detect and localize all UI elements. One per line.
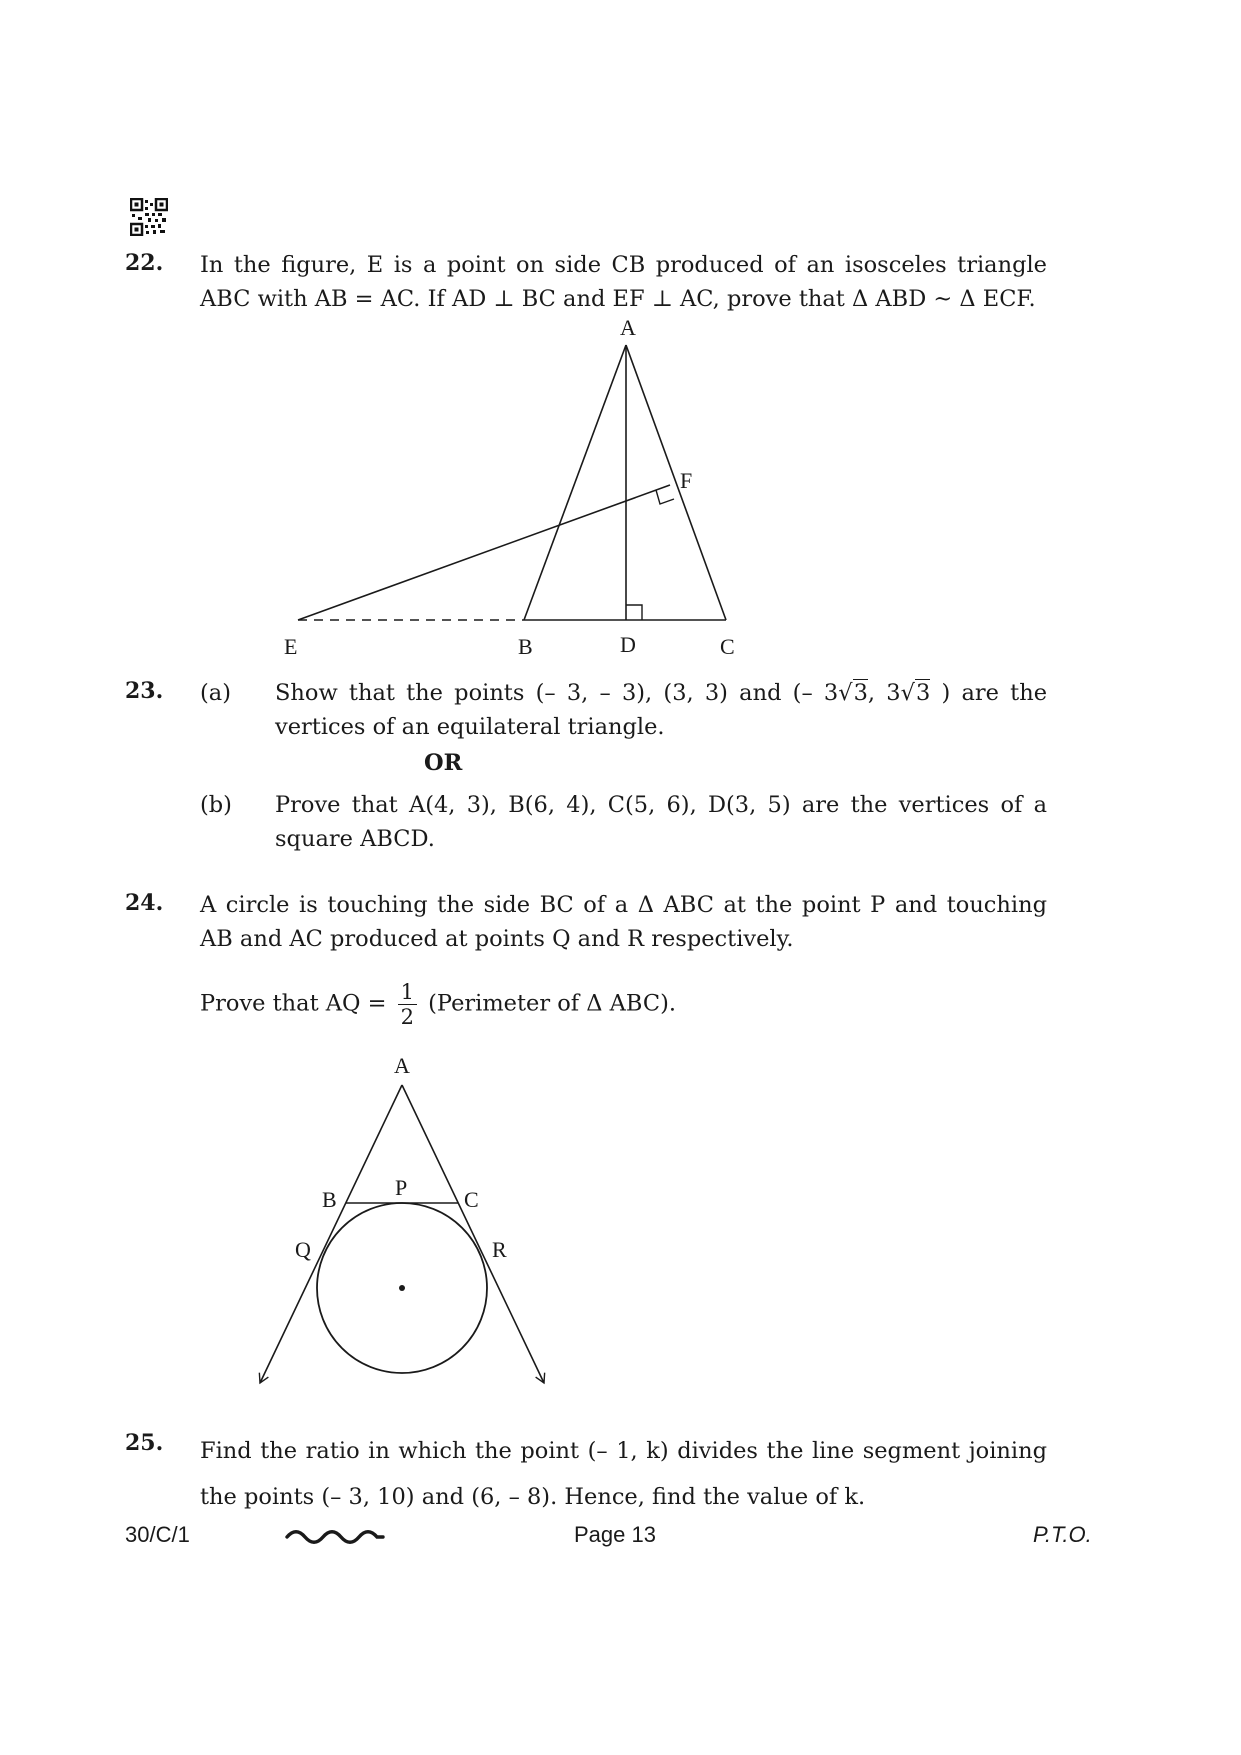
fraction-numerator: 1 [398, 980, 417, 1005]
segment-EF [298, 485, 670, 620]
label-C: C [464, 1187, 479, 1212]
fraction-one-half [398, 980, 417, 1029]
q23-a-sqrt-2: 3 [915, 680, 931, 706]
qr-code-icon [130, 198, 168, 236]
q23-b-label: (b) [200, 792, 232, 818]
right-angle-mark-D [626, 605, 642, 620]
side-AB [524, 345, 626, 620]
label-F: F [680, 468, 693, 493]
label-Q: Q [295, 1237, 311, 1262]
q24-prove-prefix: Prove that AQ = [200, 990, 387, 1017]
question-number-24: 24. [125, 890, 164, 916]
q24-prove-line [200, 980, 676, 1029]
question-text-24: A circle is touching the side BC of a Δ ABC at the point P and touching AB and AC produced at points Q and R respectively. [200, 892, 1047, 952]
or-separator: OR [424, 750, 463, 776]
label-A: A [394, 1053, 410, 1078]
right-angle-mark-F [656, 490, 674, 504]
question-number-22: 22. [125, 250, 164, 276]
figure-q24-circle [240, 1045, 570, 1405]
q23-a-text: Show that the points (– 3, – 3), (3, 3) and (– 3√3, 3√3 ) are the vertices of an equilateral triangle. [275, 680, 1048, 740]
fraction-denominator: 2 [400, 1005, 414, 1029]
question-number-23: 23. [125, 678, 164, 704]
q23-a-text-1: Show that the points (– 3, – 3), (3, 3) and (– 3 [275, 680, 839, 706]
label-A: A [620, 315, 636, 340]
label-C: C [720, 634, 735, 659]
label-P: P [395, 1175, 408, 1200]
q24-prove-suffix: (Perimeter of Δ ABC). [428, 990, 677, 1017]
q23-b-text: Prove that A(4, 3), B(6, 4), C(5, 6), D(3, 5) are the vertices of a square ABCD. [275, 792, 1047, 852]
wave-ornament-icon [285, 1528, 385, 1546]
ray-AQ [260, 1085, 402, 1383]
question-text-25: Find the ratio in which the point (– 1, k) divides the line segment joining the points (– 3, 10) and (6, – 8). Hence, find the value of k. [200, 1438, 1047, 1510]
side-AC [626, 345, 726, 620]
label-B: B [518, 634, 533, 659]
question-number-25: 25. [125, 1430, 164, 1456]
figure-q22-triangle [270, 310, 750, 660]
label-R: R [492, 1237, 507, 1262]
circle-center-dot [399, 1285, 405, 1291]
label-B: B [322, 1187, 337, 1212]
q23-a-label: (a) [200, 680, 231, 706]
q23-a-sqrt-1: 3 [853, 680, 868, 706]
page-number: Page 13 [574, 1522, 656, 1547]
q23-a-text-2: , 3 [867, 680, 901, 706]
q23-a-text-3: ) are the vertices of an equilateral triangle. [275, 680, 1048, 740]
label-D: D [620, 632, 636, 657]
please-turn-over: P.T.O. [1033, 1522, 1092, 1547]
label-E: E [284, 634, 298, 659]
paper-code: 30/C/1 [125, 1522, 190, 1547]
question-text-22: In the figure, E is a point on side CB produced of an isosceles triangle ABC with AB = AC. If AD ⊥ BC and EF ⊥ AC, prove that Δ ABD ~ Δ ECF. [200, 252, 1047, 312]
ray-AR [402, 1085, 544, 1383]
